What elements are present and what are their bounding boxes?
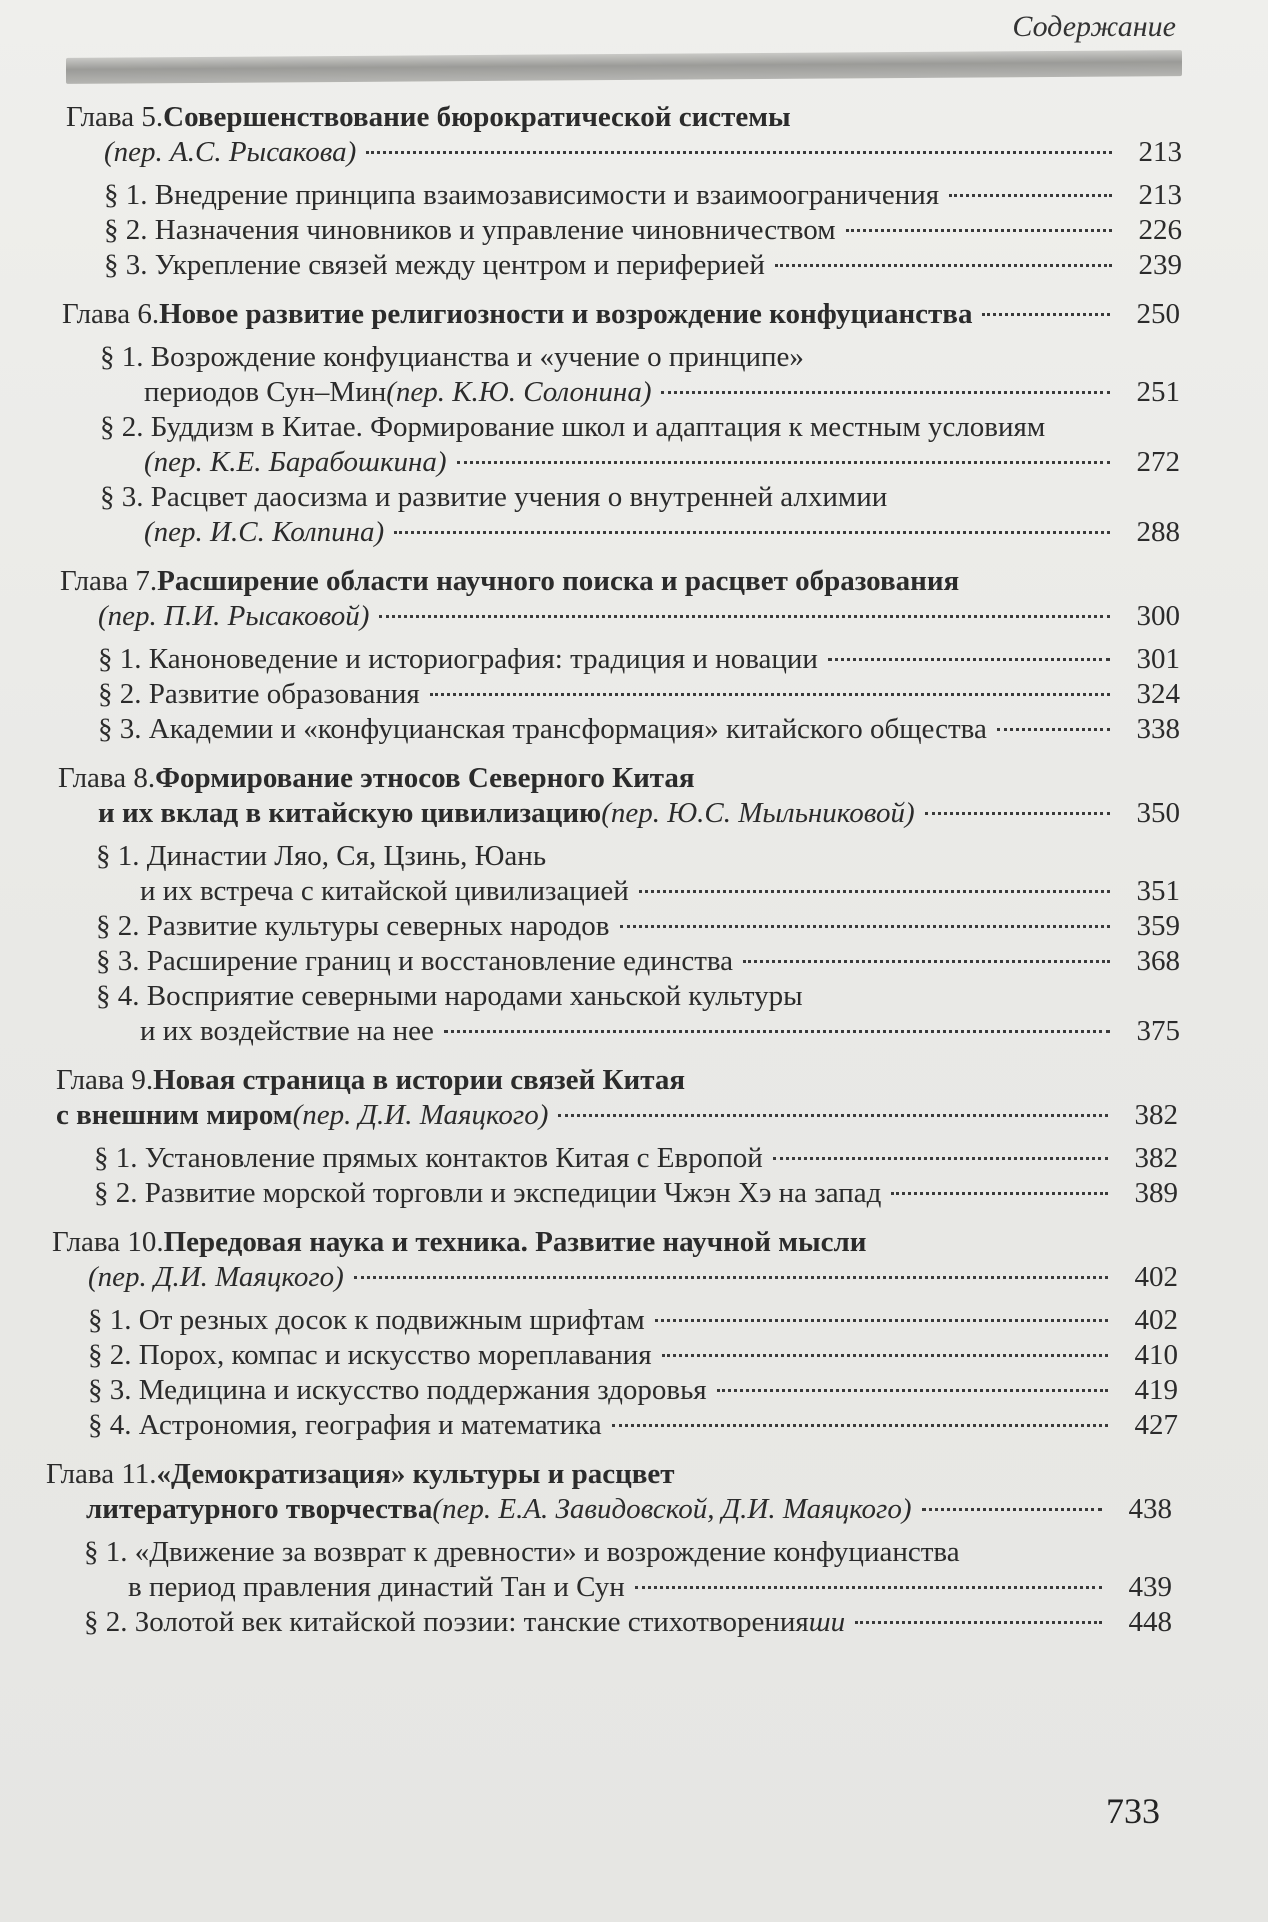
toc-section	[60, 712, 1180, 747]
toc-section	[52, 1338, 1178, 1373]
chapter-translator: (пер. П.И. Рысаковой)	[98, 600, 370, 632]
toc-section	[62, 480, 1180, 515]
chapter-title: Новая страница в истории связей Китая	[153, 1064, 686, 1096]
toc-section-continued	[62, 515, 1180, 550]
section-translator: (пер. К.Ю. Солонина)	[386, 376, 652, 408]
toc-section	[66, 178, 1182, 213]
toc-section	[60, 642, 1180, 677]
section-title: § 2. Назначения чиновников и управление чиновничеством	[104, 214, 836, 246]
chapter-label: Глава 7.	[60, 565, 158, 597]
toc-section	[58, 909, 1180, 944]
dot-leader	[558, 1114, 1108, 1117]
running-head: Содержание	[1012, 10, 1176, 43]
chapter-title: Совершенствование бюрократической системы	[163, 101, 791, 133]
dot-leader	[444, 1030, 1110, 1033]
section-title-cont: в период правления династий Тан и Сун	[128, 1571, 625, 1603]
section-page: 382	[1134, 1142, 1178, 1174]
dot-leader	[891, 1192, 1108, 1195]
chapter-translator: (пер. Е.А. Завидовской, Д.И. Маяцкого)	[432, 1493, 912, 1525]
section-page: 324	[1136, 678, 1180, 710]
section-page: 288	[1136, 516, 1180, 548]
dot-leader	[661, 391, 1110, 394]
section-translator: (пер. К.Е. Барабошкина)	[144, 446, 447, 478]
section-page: 338	[1136, 713, 1180, 745]
section-title-cont: периодов Сун–Мин	[144, 376, 387, 408]
toc-section	[66, 248, 1182, 283]
section-page: 439	[1128, 1571, 1172, 1603]
dot-leader	[366, 151, 1112, 154]
dot-leader	[662, 1354, 1108, 1357]
toc-section	[52, 1303, 1178, 1338]
section-title: § 2. Развитие образования	[98, 678, 420, 710]
chapter-label: Глава 10.	[52, 1226, 164, 1258]
section-page: 368	[1136, 945, 1180, 977]
section-title: § 3. Расцвет даосизма и развитие учения о внутренней алхимии	[100, 481, 888, 513]
toc-section	[62, 410, 1180, 445]
section-title: § 2. Буддизм в Китае. Формирование школ и адаптация к местным условиям	[100, 411, 1046, 443]
section-title: § 3. Медицина и искусство поддержания здоровья	[88, 1374, 707, 1406]
section-title: § 1. Возрождение конфуцианства и «учение о принципе»	[100, 341, 804, 373]
toc-section-continued	[62, 445, 1180, 480]
chapter-label: Глава 11.	[46, 1458, 157, 1490]
section-page: 226	[1138, 214, 1182, 246]
dot-leader	[922, 1508, 1102, 1511]
page-number: 733	[1106, 1791, 1160, 1831]
toc-section	[60, 677, 1180, 712]
chapter-translator: (пер. А.С. Рысакова)	[104, 136, 357, 168]
section-page: 213	[1138, 179, 1182, 211]
toc-section	[58, 979, 1180, 1014]
section-title: § 1. Каноноведение и историография: традиция и новации	[98, 643, 818, 675]
section-page: 389	[1134, 1177, 1178, 1209]
toc-chapter-8	[0, 761, 1268, 1049]
section-title: § 1. Династии Ляо, Ся, Цзинь, Юань	[96, 840, 547, 872]
dot-leader	[773, 1157, 1108, 1160]
toc-section	[52, 1373, 1178, 1408]
chapter-page: 350	[1136, 797, 1180, 829]
dot-leader	[775, 264, 1112, 267]
chapter-page: 213	[1138, 136, 1182, 168]
section-title: § 1. «Движение за возврат к древности» и возрождение конфуцианства	[84, 1536, 960, 1568]
section-title: § 3. Расширение границ и восстановление единства	[96, 945, 734, 977]
chapter-title: «Демократизация» культуры и расцвет	[156, 1458, 675, 1490]
dot-leader	[997, 728, 1110, 731]
toc-section	[66, 213, 1182, 248]
section-title-italic: ши	[808, 1606, 846, 1638]
chapter-translator: (пер. Д.И. Маяцкого)	[292, 1099, 549, 1131]
chapter-page: 382	[1134, 1099, 1178, 1131]
toc-section	[62, 340, 1180, 375]
section-translator: (пер. И.С. Колпина)	[144, 516, 385, 548]
section-title: § 2. Порох, компас и искусство мореплавания	[88, 1339, 652, 1371]
toc-chapter-6	[0, 297, 1268, 550]
toc-section	[46, 1605, 1172, 1640]
section-page: 375	[1136, 1015, 1180, 1047]
section-title: § 1. От резных досок к подвижным шрифтам	[88, 1304, 645, 1336]
section-title: § 1. Внедрение принципа взаимозависимости и взаимоограничения	[104, 179, 940, 211]
dot-leader	[612, 1424, 1108, 1427]
chapter-page: 250	[1136, 298, 1180, 330]
dot-leader	[354, 1276, 1108, 1279]
dot-leader	[828, 658, 1110, 661]
toc-section-continued	[58, 1014, 1180, 1049]
chapter-title: Передовая наука и техника. Развитие научной мысли	[163, 1226, 867, 1258]
section-page: 239	[1138, 249, 1182, 281]
chapter-page: 438	[1128, 1493, 1172, 1525]
chapter-translator: (пер. Д.И. Маяцкого)	[88, 1261, 344, 1293]
section-title: § 4. Восприятие северными народами ханьской культуры	[96, 980, 803, 1012]
section-page: 419	[1134, 1374, 1178, 1406]
dot-leader	[949, 194, 1112, 197]
section-page: 251	[1136, 376, 1180, 408]
dot-leader	[430, 693, 1110, 696]
chapter-label: Глава 8.	[58, 762, 156, 794]
toc-chapter-10	[0, 1225, 1268, 1443]
toc-section	[58, 839, 1180, 874]
toc-section-continued	[46, 1570, 1172, 1605]
section-title-cont: и их встреча с китайской цивилизацией	[140, 875, 629, 907]
dot-leader	[717, 1389, 1108, 1392]
section-page: 448	[1128, 1606, 1172, 1638]
toc-chapter-11	[0, 1457, 1268, 1640]
dot-leader	[846, 229, 1112, 232]
chapter-page: 300	[1136, 600, 1180, 632]
dot-leader	[655, 1319, 1108, 1322]
dot-leader	[379, 615, 1110, 618]
section-page: 351	[1136, 875, 1180, 907]
chapter-title: Расширение области научного поиска и расцвет образования	[157, 565, 960, 597]
chapter-page: 402	[1134, 1261, 1178, 1293]
toc-chapter-9	[0, 1063, 1268, 1211]
toc-section	[52, 1408, 1178, 1443]
section-title: § 3. Укрепление связей между центром и периферией	[104, 249, 765, 281]
toc-section	[56, 1176, 1178, 1211]
dot-leader	[639, 890, 1110, 893]
chapter-label: Глава 9.	[56, 1064, 154, 1096]
section-page: 272	[1136, 446, 1180, 478]
section-title: § 3. Академии и «конфуцианская трансформация» китайского общества	[98, 713, 987, 745]
dot-leader	[394, 531, 1110, 534]
section-page: 359	[1136, 910, 1180, 942]
chapter-title-cont: и их вклад в китайскую цивилизацию	[98, 797, 602, 829]
chapter-label: Глава 6.	[62, 298, 160, 330]
chapter-title: Новое развитие религиозности и возрождение конфуцианства	[159, 298, 973, 330]
section-title: § 1. Установление прямых контактов Китая с Европой	[94, 1142, 763, 1174]
toc-section	[58, 944, 1180, 979]
header-rule	[66, 50, 1182, 84]
section-page: 427	[1134, 1409, 1178, 1441]
toc-section-continued	[58, 874, 1180, 909]
table-of-contents	[0, 100, 1268, 1650]
dot-leader	[620, 925, 1110, 928]
dot-leader	[925, 812, 1110, 815]
section-title: § 2. Развитие морской торговли и экспедиции Чжэн Хэ на запад	[94, 1177, 882, 1209]
section-title: § 2. Развитие культуры северных народов	[96, 910, 610, 942]
section-page: 410	[1134, 1339, 1178, 1371]
toc-chapter-5	[0, 100, 1268, 283]
section-page: 402	[1134, 1304, 1178, 1336]
toc-section-continued	[62, 375, 1180, 410]
chapter-title: Формирование этносов Северного Китая	[155, 762, 695, 794]
chapter-title-cont: с внешним миром	[56, 1099, 293, 1131]
dot-leader	[855, 1621, 1102, 1624]
section-page: 301	[1136, 643, 1180, 675]
dot-leader	[457, 461, 1110, 464]
toc-section	[56, 1141, 1178, 1176]
chapter-label: Глава 5.	[66, 101, 164, 133]
section-title-cont: и их воздействие на нее	[140, 1015, 434, 1047]
dot-leader	[743, 960, 1110, 963]
chapter-translator: (пер. Ю.С. Мыльниковой)	[601, 797, 915, 829]
chapter-title-cont: литературного творчества	[86, 1493, 433, 1525]
toc-chapter-7	[0, 564, 1268, 747]
section-title: § 4. Астрономия, география и математика	[88, 1409, 602, 1441]
dot-leader	[635, 1586, 1102, 1589]
section-title: § 2. Золотой век китайской поэзии: танские стихотворения	[84, 1606, 809, 1638]
dot-leader	[982, 313, 1110, 316]
toc-section	[46, 1535, 1172, 1570]
